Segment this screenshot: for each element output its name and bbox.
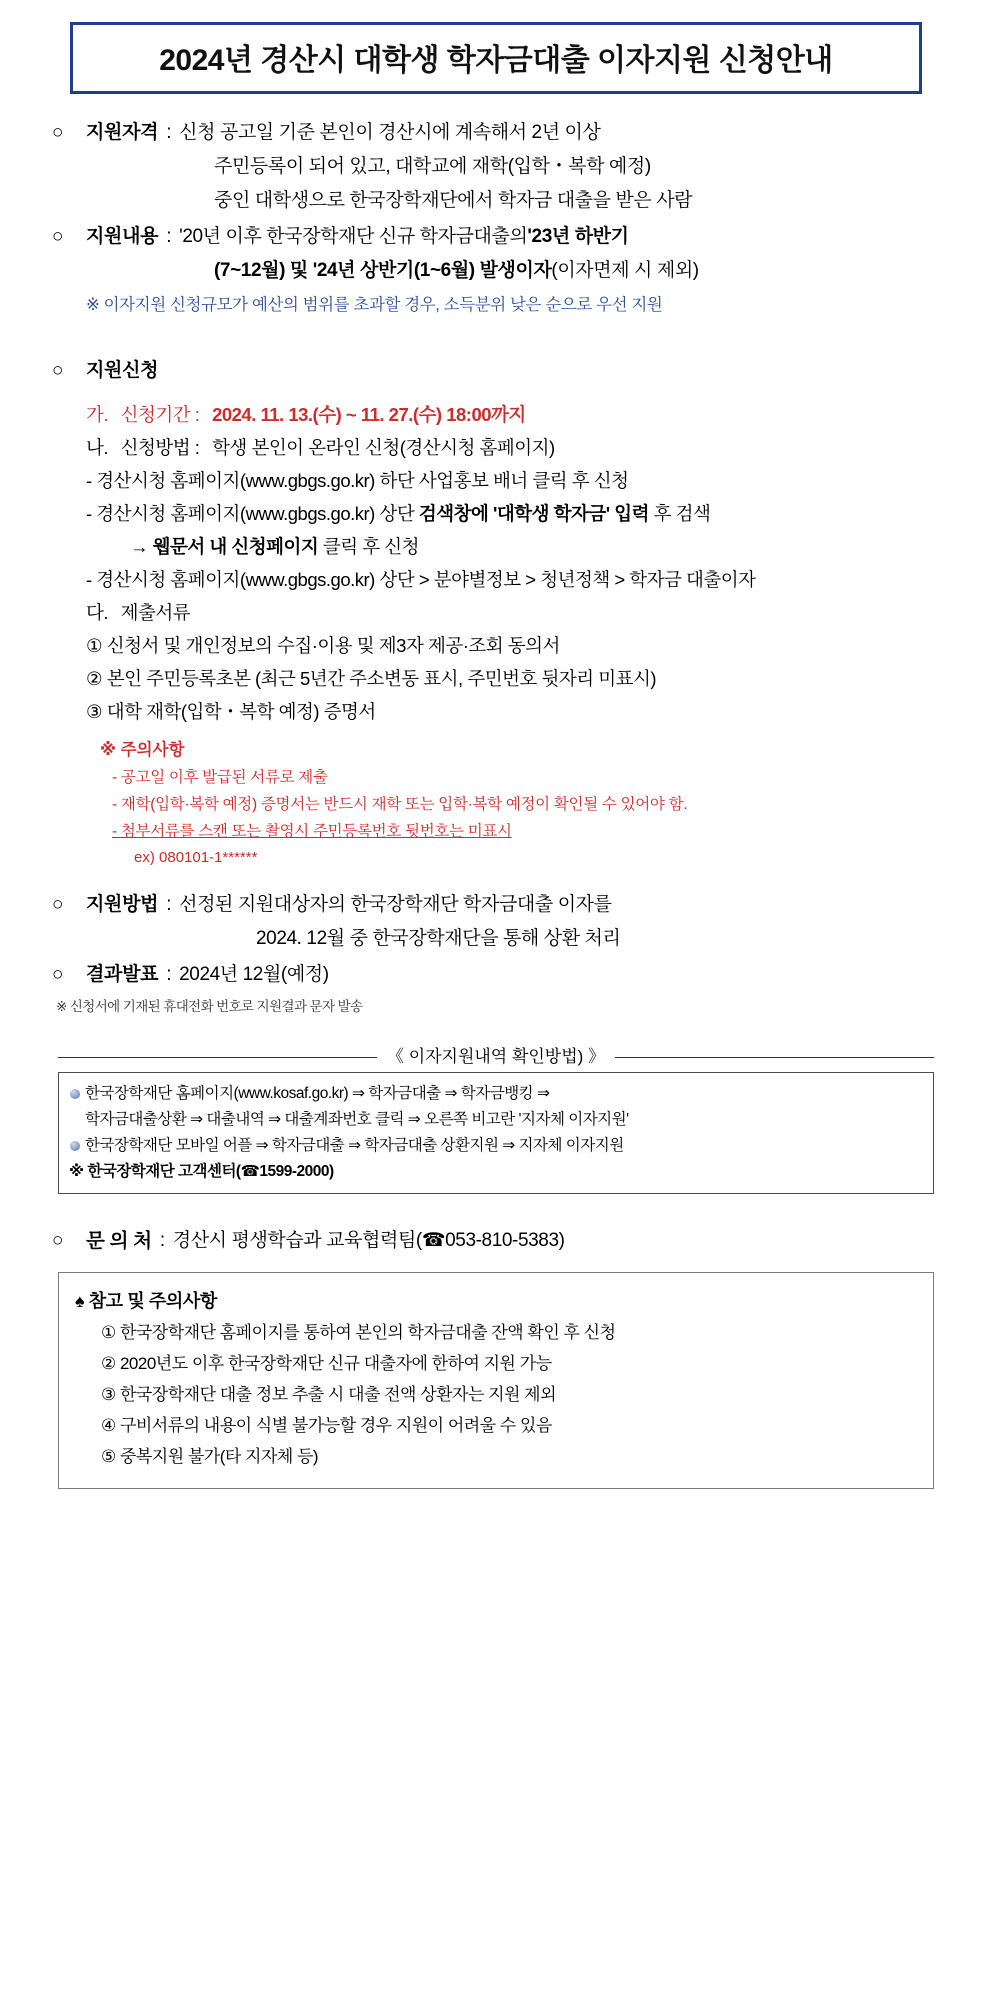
apply-period-label: 신청기간 :	[120, 404, 200, 425]
apply-method-label: 신청방법 :	[120, 437, 200, 458]
result-note: ※ 신청서에 기재된 휴대전화 번호로 지원결과 문자 발송	[56, 999, 363, 1014]
document-item-1: ① 신청서 및 개인정보의 수집·이용 및 제3자 제공·조회 동의서	[86, 635, 560, 656]
support-line-2a: (7~12월) 및 '24년 상반기(1~6월) 발생이자	[214, 260, 552, 281]
contact-colon: :	[159, 1230, 165, 1251]
qualification-label: 지원자격	[86, 122, 159, 143]
divider-left	[58, 1057, 377, 1058]
apply-period-value: 2024. 11. 13.(수) ~ 11. 27.(수) 18:00까지	[212, 404, 526, 425]
bullet-icon: ○	[52, 360, 64, 381]
apply-method-item-2	[86, 497, 940, 530]
caution-item-1: - 공고일 이후 발급된 서류로 제출	[112, 769, 328, 786]
support-label: 지원내용	[86, 226, 159, 247]
confirm-line-1b-text: 학자금대출상환 ⇒ 대출내역 ⇒ 대출계좌번호 클릭 ⇒ 오른쪽 비고란 '지자체 이자지원'	[85, 1111, 629, 1128]
confirm-line-1b	[69, 1107, 923, 1133]
apply-method-item-4: - 경산시청 홈페이지(www.gbgs.go.kr) 상단 > 분야별정보 > 청년정책 > 학자금 대출이자	[86, 569, 756, 590]
apply-method-item-3-c: 클릭 후 신청	[318, 536, 420, 557]
confirm-method-section	[58, 1046, 934, 1194]
document-item-2: ② 본인 주민등록초본 (최근 5년간 주소변동 표시, 주민번호 뒷자리 미표시)	[86, 668, 656, 689]
result-label: 결과발표	[86, 964, 159, 985]
reference-item-4: ④ 구비서류의 내용이 식별 불가능할 경우 지원이 어려울 수 있음	[101, 1416, 552, 1435]
document-body	[52, 94, 940, 1020]
reference-box	[58, 1272, 934, 1489]
contact-value: 경산시 평생학습과 교육협력팀(☎053-810-5383)	[172, 1230, 565, 1251]
documents-marker: 다.	[86, 602, 109, 623]
confirm-method-heading-row	[58, 1046, 934, 1068]
apply-period-marker: 가.	[86, 404, 109, 425]
caution-item-2: - 재학(입학·복학 예정) 증명서는 반드시 재학 또는 입학·복학 예정이 확인될 수 있어야 함.	[112, 796, 688, 813]
confirm-method-box	[58, 1072, 934, 1194]
confirm-line-2-text: 한국장학재단 모바일 어플 ⇒ 학자금대출 ⇒ 학자금대출 상환지원 ⇒ 지자체 이자지원	[85, 1137, 624, 1154]
caution-title: ※ 주의사항	[100, 741, 185, 759]
contact-label: 문 의 처	[86, 1230, 152, 1252]
bullet-icon: ○	[52, 894, 64, 915]
section-result	[52, 958, 940, 992]
bullet-icon: ○	[52, 1230, 64, 1251]
reference-title: ♠ 참고 및 주의사항	[75, 1291, 217, 1311]
bullet-icon: ○	[52, 964, 64, 985]
confirm-line-2	[69, 1133, 923, 1159]
apply-period-row	[86, 398, 940, 431]
apply-method-item-2-c: 후 검색	[649, 503, 711, 524]
method-colon: :	[166, 894, 172, 915]
support-line-1b: '23년 하반기	[527, 226, 629, 247]
section-qualification	[52, 116, 940, 218]
bullet-icon: ○	[52, 226, 64, 247]
arrow-icon: →	[130, 536, 153, 557]
method-line-2: 2024. 12월 중 한국장학재단을 통해 상환 처리	[256, 928, 621, 949]
apply-method-row	[86, 431, 940, 464]
support-colon: :	[166, 226, 172, 247]
apply-method-item-2-a: - 경산시청 홈페이지(www.gbgs.go.kr) 상단	[86, 503, 419, 524]
support-line-2b: (이자면제 시 제외)	[551, 260, 699, 281]
confirm-method-heading: 《 이자지원내역 확인방법) 》	[386, 1047, 606, 1066]
bullet-icon: ○	[52, 122, 64, 143]
apply-method-value: 학생 본인이 온라인 신청(경산시청 홈페이지)	[212, 437, 555, 458]
confirm-line-1-text: 한국장학재단 홈페이지(www.kosaf.go.kr) ⇒ 학자금대출 ⇒ 학자금뱅킹 ⇒	[85, 1085, 550, 1102]
bullet-sphere-icon	[69, 1133, 85, 1159]
caution-item-3: - 첨부서류를 스캔 또는 촬영시 주민등록번호 뒷번호는 미표시	[112, 823, 512, 840]
result-value: 2024년 12월(예정)	[179, 964, 329, 985]
section-method	[52, 888, 940, 956]
reference-item-1: ① 한국장학재단 홈페이지를 통하여 본인의 학자금대출 잔액 확인 후 신청	[101, 1323, 616, 1342]
document-title-box	[70, 22, 922, 94]
apply-label: 지원신청	[86, 360, 159, 381]
qualification-line-2: 주민등록이 되어 있고, 대학교에 재학(입학・복학 예정)	[214, 156, 651, 177]
method-line-1: 선정된 지원대상자의 한국장학재단 학자금대출 이자를	[179, 894, 612, 915]
apply-method-marker: 나.	[86, 437, 109, 458]
reference-item-5: ⑤ 중복지원 불가(타 지자체 등)	[101, 1447, 319, 1466]
reference-item-3: ③ 한국장학재단 대출 정보 추출 시 대출 전액 상환자는 지원 제외	[101, 1385, 557, 1404]
support-line-1a: '20년 이후 한국장학재단 신규 학자금대출의	[179, 226, 528, 247]
caution-example: ex) 080101-1******	[134, 849, 258, 866]
documents-label: 제출서류	[120, 602, 191, 623]
qualification-line-3: 중인 대학생으로 한국장학재단에서 학자금 대출을 받은 사람	[214, 190, 693, 211]
reference-item-2: ② 2020년도 이후 한국장학재단 신규 대출자에 한하여 지원 가능	[101, 1354, 552, 1373]
result-colon: :	[166, 964, 172, 985]
support-budget-note: ※ 이자지원 신청규모가 예산의 범위를 초과할 경우, 소득분위 낮은 순으로 우선 지원	[86, 296, 663, 314]
apply-method-item-1: - 경산시청 홈페이지(www.gbgs.go.kr) 하단 사업홍보 배너 클릭 후 신청	[86, 470, 629, 491]
divider-right	[615, 1057, 934, 1058]
confirm-line-1	[69, 1081, 923, 1107]
bullet-sphere-icon	[69, 1081, 85, 1107]
confirm-line-3: ※ 한국장학재단 고객센터(☎1599-2000)	[69, 1163, 334, 1180]
method-label: 지원방법	[86, 894, 159, 915]
qualification-line-1: 신청 공고일 기준 본인이 경산시에 계속해서 2년 이상	[179, 122, 601, 143]
documents-header	[86, 596, 940, 629]
section-support	[52, 220, 940, 288]
document-item-3: ③ 대학 재학(입학・복학 예정) 증명서	[86, 701, 376, 722]
caution-block	[100, 736, 940, 870]
section-contact	[52, 1224, 940, 1258]
page-title: 2024년 경산시 대학생 학자금대출 이자지원 신청안내	[159, 44, 833, 77]
apply-method-item-3-b: 웹문서 내 신청페이지	[152, 536, 319, 557]
apply-method-item-3	[130, 530, 940, 563]
document-page	[0, 22, 992, 2006]
section-apply	[52, 354, 940, 388]
apply-method-item-2-b: 검색창에 '대학생 학자금' 입력	[418, 503, 650, 524]
qualification-colon: :	[166, 122, 172, 143]
